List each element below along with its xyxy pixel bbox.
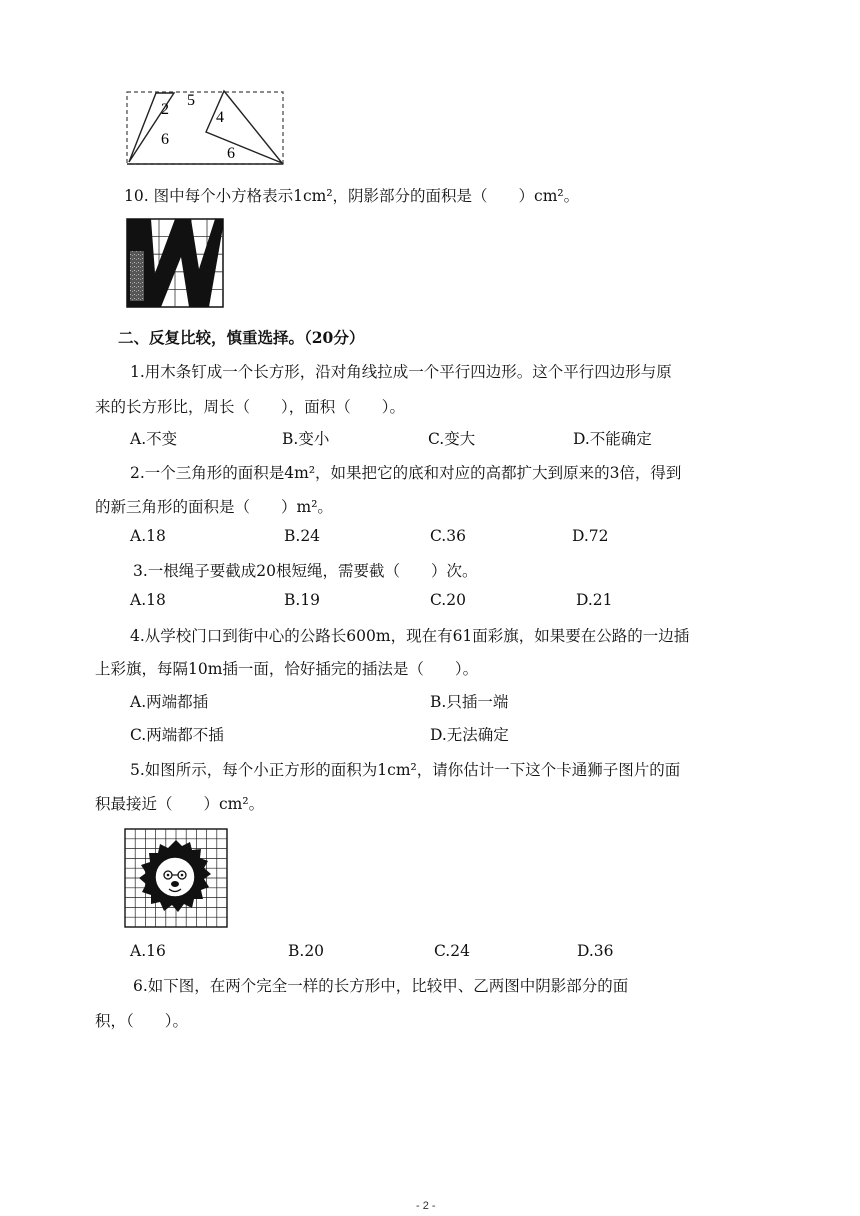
q3-option-a: A.18 <box>130 591 166 609</box>
q5-line-1: 5.如图所示，每个小正方形的面积为1cm²，请你估计一下这个卡通狮子图片的面 <box>130 761 681 779</box>
triangles-figure <box>124 88 286 168</box>
question-10: 10. 图中每个小方格表示1cm²，阴影部分的面积是（ ）cm²。 <box>124 187 580 205</box>
q5-option-a: A.16 <box>130 942 166 960</box>
q1-option-d: D.不能确定 <box>573 430 652 448</box>
q4-option-b: B.只插一端 <box>430 693 509 711</box>
triangle-label-5: 5 <box>187 92 195 109</box>
q1-option-a: A.不变 <box>130 430 178 448</box>
q2-line-1: 2.一个三角形的面积是4m²，如果把它的底和对应的高都扩大到原来的3倍，得到 <box>130 464 682 482</box>
q2-line-2: 的新三角形的面积是（ ）m²。 <box>95 498 333 516</box>
q6-line-2: 积，（ ）。 <box>95 1012 189 1030</box>
q4-option-a: A.两端都插 <box>130 693 209 711</box>
q1-line-2: 来的长方形比，周长（ ），面积（ ）。 <box>95 398 406 416</box>
q2-option-d: D.72 <box>572 527 609 545</box>
q2-option-a: A.18 <box>130 527 166 545</box>
triangle-label-4: 4 <box>216 109 224 126</box>
q1-option-c: C.变大 <box>428 430 476 448</box>
q5-line-2: 积最接近（ ）cm²。 <box>95 795 265 813</box>
q4-line-2: 上彩旗，每隔10m插一面，恰好插完的插法是（ ）。 <box>95 660 479 678</box>
triangle-label-2: 2 <box>161 101 169 118</box>
q2-option-c: C.36 <box>430 527 466 545</box>
q4-option-c: C.两端都不插 <box>130 726 224 744</box>
q4-option-d: D.无法确定 <box>430 726 509 744</box>
q6-line-1: 6.如下图，在两个完全一样的长方形中，比较甲、乙两图中阴影部分的面 <box>133 977 629 995</box>
section-2-title: 二、反复比较，慎重选择。（20分） <box>118 328 365 347</box>
triangle-label-6b: 6 <box>227 145 235 162</box>
q1-line-1: 1.用木条钉成一个长方形，沿对角线拉成一个平行四边形。这个平行四边形与原 <box>130 363 672 381</box>
q4-line-1: 4.从学校门口到街中心的公路长600m，现在有61面彩旗，如果要在公路的一边插 <box>130 627 690 645</box>
q2-option-b: B.24 <box>284 527 321 545</box>
q3-option-b: B.19 <box>284 591 321 609</box>
q5-option-d: D.36 <box>577 942 614 960</box>
q3-option-c: C.20 <box>430 591 466 609</box>
q1-option-b: B.变小 <box>282 430 330 448</box>
triangle-label-6a: 6 <box>161 131 169 148</box>
q5-option-c: C.24 <box>434 942 470 960</box>
lion-grid-figure <box>124 828 228 928</box>
q3-option-d: D.21 <box>576 591 613 609</box>
q3-line-1: 3.一根绳子要截成20根短绳，需要截（ ）次。 <box>133 562 478 580</box>
q5-option-b: B.20 <box>288 942 325 960</box>
shaded-grid-figure <box>125 217 225 309</box>
page-number: - 2 - <box>416 1200 436 1212</box>
